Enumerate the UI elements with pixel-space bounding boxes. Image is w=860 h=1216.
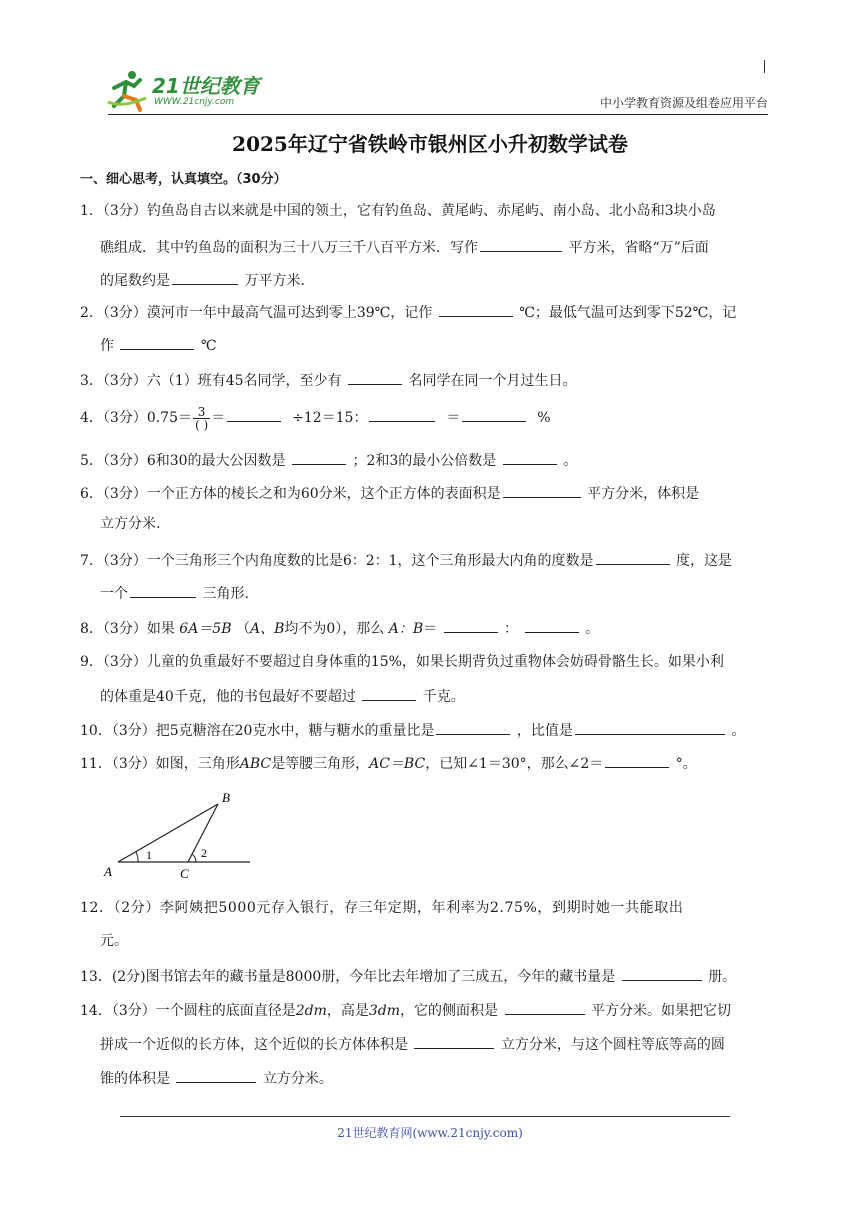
q1-text-c2: 万平方米． [244,273,315,289]
q6-text-b: 立方分米. [100,516,161,532]
angle-1-arc [136,852,138,862]
answer-blank[interactable] [503,482,581,498]
answer-blank[interactable] [227,406,281,422]
question-7 [80,549,732,571]
site-logo [106,68,281,112]
q13-text-a2: 册。 [708,969,737,985]
question-14-line-2 [100,1033,725,1055]
q11-text-a4: °。 [675,756,697,772]
answer-blank[interactable] [505,999,585,1015]
q5-text-a3: 。 [563,453,578,469]
answer-blank[interactable] [596,549,670,565]
answer-blank[interactable] [575,719,725,735]
answer-blank[interactable] [439,301,513,317]
question-6-line-2 [100,514,160,534]
question-12-line-2 [100,931,128,951]
question-14 [80,999,731,1021]
section-heading: 一、细心思考，认真填空。（30分） [80,172,287,187]
q3-text-a2: 名同学在同一个月过生日。 [408,373,577,389]
answer-blank[interactable] [120,334,194,350]
q5-text-a1: 5．（3分）6和30的最大公因数是 [80,453,286,469]
q8-text-a5: ： [504,621,519,637]
question-8 [80,617,599,639]
answer-blank[interactable] [414,1033,494,1049]
q4-text-a3: ÷12＝15： [292,410,368,426]
q14-text-b2: 立方分米，与这个圆柱等底等高的圆 [500,1037,725,1053]
answer-blank[interactable] [436,719,510,735]
answer-blank[interactable] [348,369,402,385]
q8-text-a4: ＝ [423,621,438,637]
q14-text-c2: 立方分米。 [262,1071,333,1087]
question-3 [80,369,576,391]
footer-source: 21世纪教育网(www.21cnjy.com) [337,1126,523,1140]
answer-blank[interactable] [172,269,238,285]
q4-text-a2: ＝ [211,410,226,426]
q8-text-a6: 。 [584,621,599,637]
q8-equation: 6A＝5B [179,621,232,637]
answer-blank[interactable] [369,406,435,422]
logo-text: 21世纪教育 [152,74,260,98]
q11-equality: AC＝BC [369,756,426,772]
q9-text-b1: 的体重是40千克，他的书包最好不要超过 [100,689,356,705]
q10-text-a3: 。 [731,723,746,739]
q6-text-a1: 6．（3分）一个正方体的棱长之和为60分米，这个正方体的表面积是 [80,486,501,502]
question-14-line-3 [100,1067,333,1089]
q5-text-a2: ；2和3的最小公倍数是 [352,453,497,469]
q8-variables: A、B [249,621,285,637]
q10-text-a2: ，比值是 [516,723,573,739]
fraction [193,406,210,431]
q11-text-a1: 11．（3分）如图，三角形 [80,756,240,772]
q14-height: 3dm [368,1003,401,1019]
answer-blank[interactable] [130,582,196,598]
logo-url: WWW.21cnjy.com [154,97,235,107]
q1-text-b1: 礁组成．其中钓鱼岛的面积为三十八万三千八百平方米．写作 [100,240,478,256]
question-12 [80,898,683,918]
question-1-line-2 [100,236,709,258]
q13-text-a1: 13．(2分)图书馆去年的藏书量是8000册，今年比去年增加了三成五，今年的藏书量是 [80,969,616,985]
question-2-line-2 [100,334,217,356]
q8-text-a3: 均不为0），那么 [284,621,385,637]
header-platform-text: 中小学教育资源及组卷应用平台 [599,96,768,110]
q4-text-a4: ＝ [446,410,461,426]
q8-ratio: A：B [388,621,424,637]
q12-text-b: 元。 [100,933,128,949]
q8-text-a2: （ [235,621,250,637]
q4-text-a5: % [537,410,551,426]
answer-blank[interactable] [176,1067,256,1083]
label-a: A [104,864,112,879]
q2-text-a1: 2．（3分）漠河市一年中最高气温可达到零上39℃，记作 [80,305,433,321]
question-6 [80,482,699,504]
page-title: 2025年辽宁省铁岭市银州区小升初数学试卷 [232,132,628,156]
q11-triangle-name: ABC [239,756,272,772]
runner-logo-icon [106,68,150,112]
q12-text-a: 12．（2分）李阿姨把5000元存入银行，存三年定期，年利率为2.75%，到期时她一共能取出 [80,900,684,916]
q2-text-a2: ℃；最低气温可达到零下52℃，记 [519,305,737,321]
q14-text-c1: 锥的体积是 [100,1071,170,1087]
answer-blank[interactable] [622,965,702,981]
question-1 [80,201,716,221]
q11-text-a3: ，已知∠1＝30°，那么∠2＝ [425,756,604,772]
q9-text-a: 9．（3分）儿童的负重最好不要超过自身体重的15%，如果长期背负过重物体会妨碍骨骼生长。如果小利 [80,654,724,670]
fraction-numerator: 3 [193,406,210,419]
question-7-line-2 [100,582,249,604]
q14-text-a3: ，它的侧面积是 [400,1003,499,1019]
q1-text-c1: 的尾数约是 [100,273,170,289]
answer-blank[interactable] [292,449,346,465]
q9-text-b2: 千克。 [422,689,465,705]
answer-blank[interactable] [503,449,557,465]
label-angle-1: 1 [146,848,152,862]
q6-text-a2: 平方分米，体积是 [587,486,700,502]
question-10 [80,719,745,741]
question-11 [80,752,697,774]
label-c: C [180,866,189,881]
q1-text-b2: 平方米，省略“万”后面 [568,240,709,256]
question-5 [80,449,577,471]
label-angle-2: 2 [201,846,207,860]
q3-text-a1: 3．（3分）六（1）班有45名同学，至少有 [80,373,342,389]
answer-blank[interactable] [525,617,579,633]
q10-text-a1: 10．（3分）把5克糖溶在20克水中，糖与糖水的重量比是 [80,723,435,739]
question-9-line-2 [100,685,465,707]
question-2 [80,301,736,323]
answer-blank[interactable] [605,752,669,768]
footer-divider [120,1116,730,1117]
question-9 [80,652,724,672]
q7-text-a1: 7．（3分）一个三角形三个内角度数的比是6：2：1，这个三角形最大内角的度数是 [80,553,594,569]
q7-text-a2: 度，这是 [676,553,732,569]
answer-blank[interactable] [480,236,562,252]
question-13 [80,965,736,987]
q14-text-a1: 14．（3分）一个圆柱的底面直径是 [80,1003,296,1019]
question-1-line-3 [100,269,314,291]
q2-text-b2: ℃ [200,338,217,354]
answer-blank[interactable] [362,685,416,701]
angle-2-arc [192,854,196,862]
q7-text-b1: 一个 [100,586,128,602]
triangle-figure [100,786,260,882]
label-b: B [222,790,230,805]
q14-text-a4: 平方分米。如果把它切 [590,1003,731,1019]
q8-text-a1: 8．（3分）如果 [80,621,175,637]
q7-text-b2: 三角形. [202,586,249,602]
q2-text-b1: 作 [100,338,114,354]
question-4 [80,404,551,432]
q14-diameter: 2dm [295,1003,327,1019]
answer-blank[interactable] [444,617,498,633]
q14-text-b1: 拼成一个近似的长方体，这个近似的长方体体积是 [100,1037,408,1053]
q4-text-a1: 4．（3分）0.75＝ [80,410,192,426]
answer-blank[interactable] [462,406,526,422]
corner-mark [764,60,765,73]
q14-text-a2: ，高是 [326,1003,369,1019]
header-divider [108,114,768,115]
fraction-denominator: ( ) [195,417,209,432]
q1-text-a: 1．（3分）钓鱼岛自古以来就是中国的领土，它有钓鱼岛、黄尾屿、赤尾屿、南小岛、北小岛和3块小岛 [80,203,716,219]
q11-text-a2: 是等腰三角形， [271,756,370,772]
